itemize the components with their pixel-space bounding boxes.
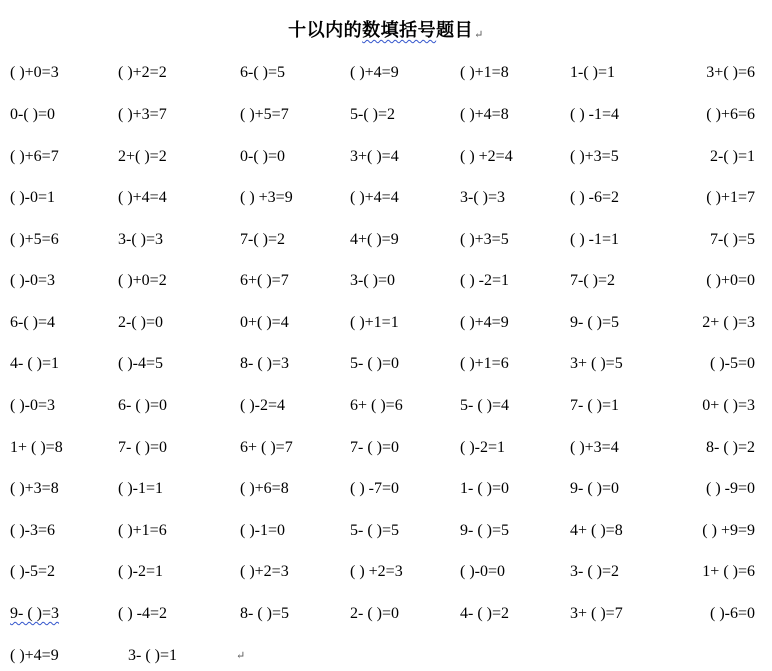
exercise-item: 5- ( )=0: [350, 355, 400, 372]
exercise-item: 3+( )=6: [706, 64, 755, 81]
exercise-item: ( ) +3=9: [240, 189, 293, 206]
exercise-item: ( )-1=1: [118, 480, 164, 497]
exercise-row: [10, 187, 755, 209]
exercise-item: ( )+6=6: [706, 106, 755, 123]
exercise-row: [10, 603, 755, 625]
exercise-item: 1-( )=1: [570, 64, 616, 81]
exercise-item: 6+( )=7: [240, 272, 289, 289]
exercise-row: [10, 478, 755, 500]
exercise-item: ( ) -4=2: [118, 605, 168, 622]
exercise-item: ( )+4=9: [10, 647, 59, 664]
exercise-item: 6-( )=4: [10, 314, 56, 331]
exercise-item: ( )+0=2: [118, 272, 167, 289]
exercise-item: ( )+3=8: [10, 480, 59, 497]
exercise-item: ( )+5=6: [10, 231, 59, 248]
exercise-row: [10, 104, 755, 126]
exercise-item: 5- ( )=4: [460, 397, 510, 414]
exercise-item: ( )-0=3: [10, 272, 56, 289]
exercise-item: 2-( )=0: [118, 314, 164, 331]
exercise-item: 4+( )=9: [350, 231, 399, 248]
exercise-item: ( )-1=0: [240, 522, 286, 539]
exercise-item: 7-( )=5: [709, 231, 755, 248]
exercise-item: 1+ ( )=6: [702, 563, 755, 580]
exercise-item: ( )+0=0: [706, 272, 755, 289]
exercise-item: ( )+1=6: [460, 355, 509, 372]
exercise-item: 7- ( )=0: [118, 439, 168, 456]
exercise-item: 9- ( )=0: [570, 480, 620, 497]
exercise-item: 3- ( )=2: [570, 563, 620, 580]
exercise-item: 3-( )=3: [118, 231, 164, 248]
exercise-item: ( ) +2=3: [350, 563, 403, 580]
exercise-item: 1- ( )=0: [460, 480, 510, 497]
exercise-item: ( )+1=8: [460, 64, 509, 81]
worksheet-title: [0, 16, 772, 42]
exercise-item: ( )+6=8: [240, 480, 289, 497]
exercise-row: [10, 62, 755, 84]
exercise-item: ( ) -7=0: [350, 480, 400, 497]
exercise-item: ( )-5=2: [10, 563, 56, 580]
exercise-item: ( ) +9=9: [702, 522, 755, 539]
exercise-item: 5- ( )=5: [350, 522, 400, 539]
exercise-item: ( )+4=8: [460, 106, 509, 123]
exercise-item: 0+ ( )=3: [702, 397, 755, 414]
exercise-row: [10, 229, 755, 251]
exercise-item: 7-( )=2: [570, 272, 616, 289]
exercise-row: [10, 312, 755, 334]
exercise-item: ( )+4=4: [350, 189, 399, 206]
exercise-item: ( )+3=5: [460, 231, 509, 248]
exercise-item: 4- ( )=2: [460, 605, 510, 622]
exercise-row: [10, 437, 755, 459]
exercise-row: [10, 520, 755, 542]
exercise-item: ( )+4=4: [118, 189, 167, 206]
exercise-item: 7- ( )=0: [350, 439, 400, 456]
exercise-item: 8- ( )=5: [240, 605, 290, 622]
exercise-item: 9- ( )=3: [10, 605, 60, 622]
exercise-item: ( ) -2=1: [460, 272, 510, 289]
exercise-item: 9- ( )=5: [460, 522, 510, 539]
exercise-item: 3-( )=3: [460, 189, 506, 206]
exercise-item: 2- ( )=0: [350, 605, 400, 622]
exercise-item: 4- ( )=1: [10, 355, 60, 372]
exercise-item: ( )-2=4: [240, 397, 286, 414]
exercise-item: ( ) -1=1: [570, 231, 620, 248]
exercise-item: 3+( )=4: [350, 148, 399, 165]
exercise-row: [10, 146, 755, 168]
paragraph-mark-icon: ↵: [236, 650, 246, 662]
exercise-item: ( ) -6=2: [570, 189, 620, 206]
exercise-item: ( )+4=9: [350, 64, 399, 81]
exercise-item: ( ) -9=0: [705, 480, 755, 497]
exercise-item: 0-( )=0: [240, 148, 286, 165]
exercise-item: ( )+1=7: [706, 189, 755, 206]
exercise-item: 9- ( )=5: [570, 314, 620, 331]
exercise-item: 3- ( )=1: [128, 647, 178, 664]
exercise-item: 1+ ( )=8: [10, 439, 63, 456]
exercise-item: 6+ ( )=7: [240, 439, 293, 456]
exercise-row: [10, 561, 755, 583]
exercise-item: ( )+2=2: [118, 64, 167, 81]
exercise-item: ( )+3=7: [118, 106, 167, 123]
exercise-item: 8- ( )=3: [240, 355, 290, 372]
exercise-item: 6+ ( )=6: [350, 397, 403, 414]
exercise-item: 8- ( )=2: [705, 439, 755, 456]
exercise-item: ( )-0=0: [460, 563, 506, 580]
exercise-item: ( )+0=3: [10, 64, 59, 81]
exercise-item: 3+ ( )=5: [570, 355, 623, 372]
exercise-item: 4+ ( )=8: [570, 522, 623, 539]
exercise-row: [10, 270, 755, 292]
exercise-item: ( ) -1=4: [570, 106, 620, 123]
exercise-item: 7-( )=2: [240, 231, 286, 248]
exercise-item: ( )+6=7: [10, 148, 59, 165]
exercise-item: 3-( )=0: [350, 272, 396, 289]
exercise-item: 0-( )=0: [10, 106, 56, 123]
exercise-row: [10, 395, 755, 417]
exercise-item: ( )-3=6: [10, 522, 56, 539]
paragraph-mark-icon: ↵: [474, 29, 484, 41]
exercise-item: ( )+4=9: [460, 314, 509, 331]
exercise-item: 5-( )=2: [350, 106, 396, 123]
exercise-item: 2+ ( )=3: [702, 314, 755, 331]
exercise-item: 7- ( )=1: [570, 397, 620, 414]
exercise-item: 6-( )=5: [240, 64, 286, 81]
exercise-item: ( )+3=4: [570, 439, 619, 456]
exercise-item: 3+ ( )=7: [570, 605, 623, 622]
exercise-item: ( )+1=1: [350, 314, 399, 331]
exercise-item: ( ) +2=4: [460, 148, 513, 165]
exercise-item: 2+( )=2: [118, 148, 167, 165]
exercise-item: ( )-2=1: [460, 439, 506, 456]
exercise-item: ( )+2=3: [240, 563, 289, 580]
exercise-item: 0+( )=4: [240, 314, 289, 331]
title-text-squiggle: 数填括号: [362, 20, 437, 40]
exercise-item: ( )-0=3: [10, 397, 56, 414]
exercise-item: ( )-2=1: [118, 563, 164, 580]
exercise-item: ( )-5=0: [709, 355, 755, 372]
exercise-item: 2-( )=1: [709, 148, 755, 165]
exercise-item: ( )-6=0: [709, 605, 755, 622]
exercise-item: ( )+5=7: [240, 106, 289, 123]
exercise-item: 6- ( )=0: [118, 397, 168, 414]
exercise-item: ( )+1=6: [118, 522, 167, 539]
exercise-row: [10, 353, 755, 375]
exercise-item: ( )+3=5: [570, 148, 619, 165]
exercise-item: ( )-0=1: [10, 189, 56, 206]
title-text-start: 十以内的: [288, 20, 363, 40]
exercise-row: [10, 645, 755, 667]
title-text-end: 题目: [436, 20, 474, 40]
exercise-item: ( )-4=5: [118, 355, 164, 372]
